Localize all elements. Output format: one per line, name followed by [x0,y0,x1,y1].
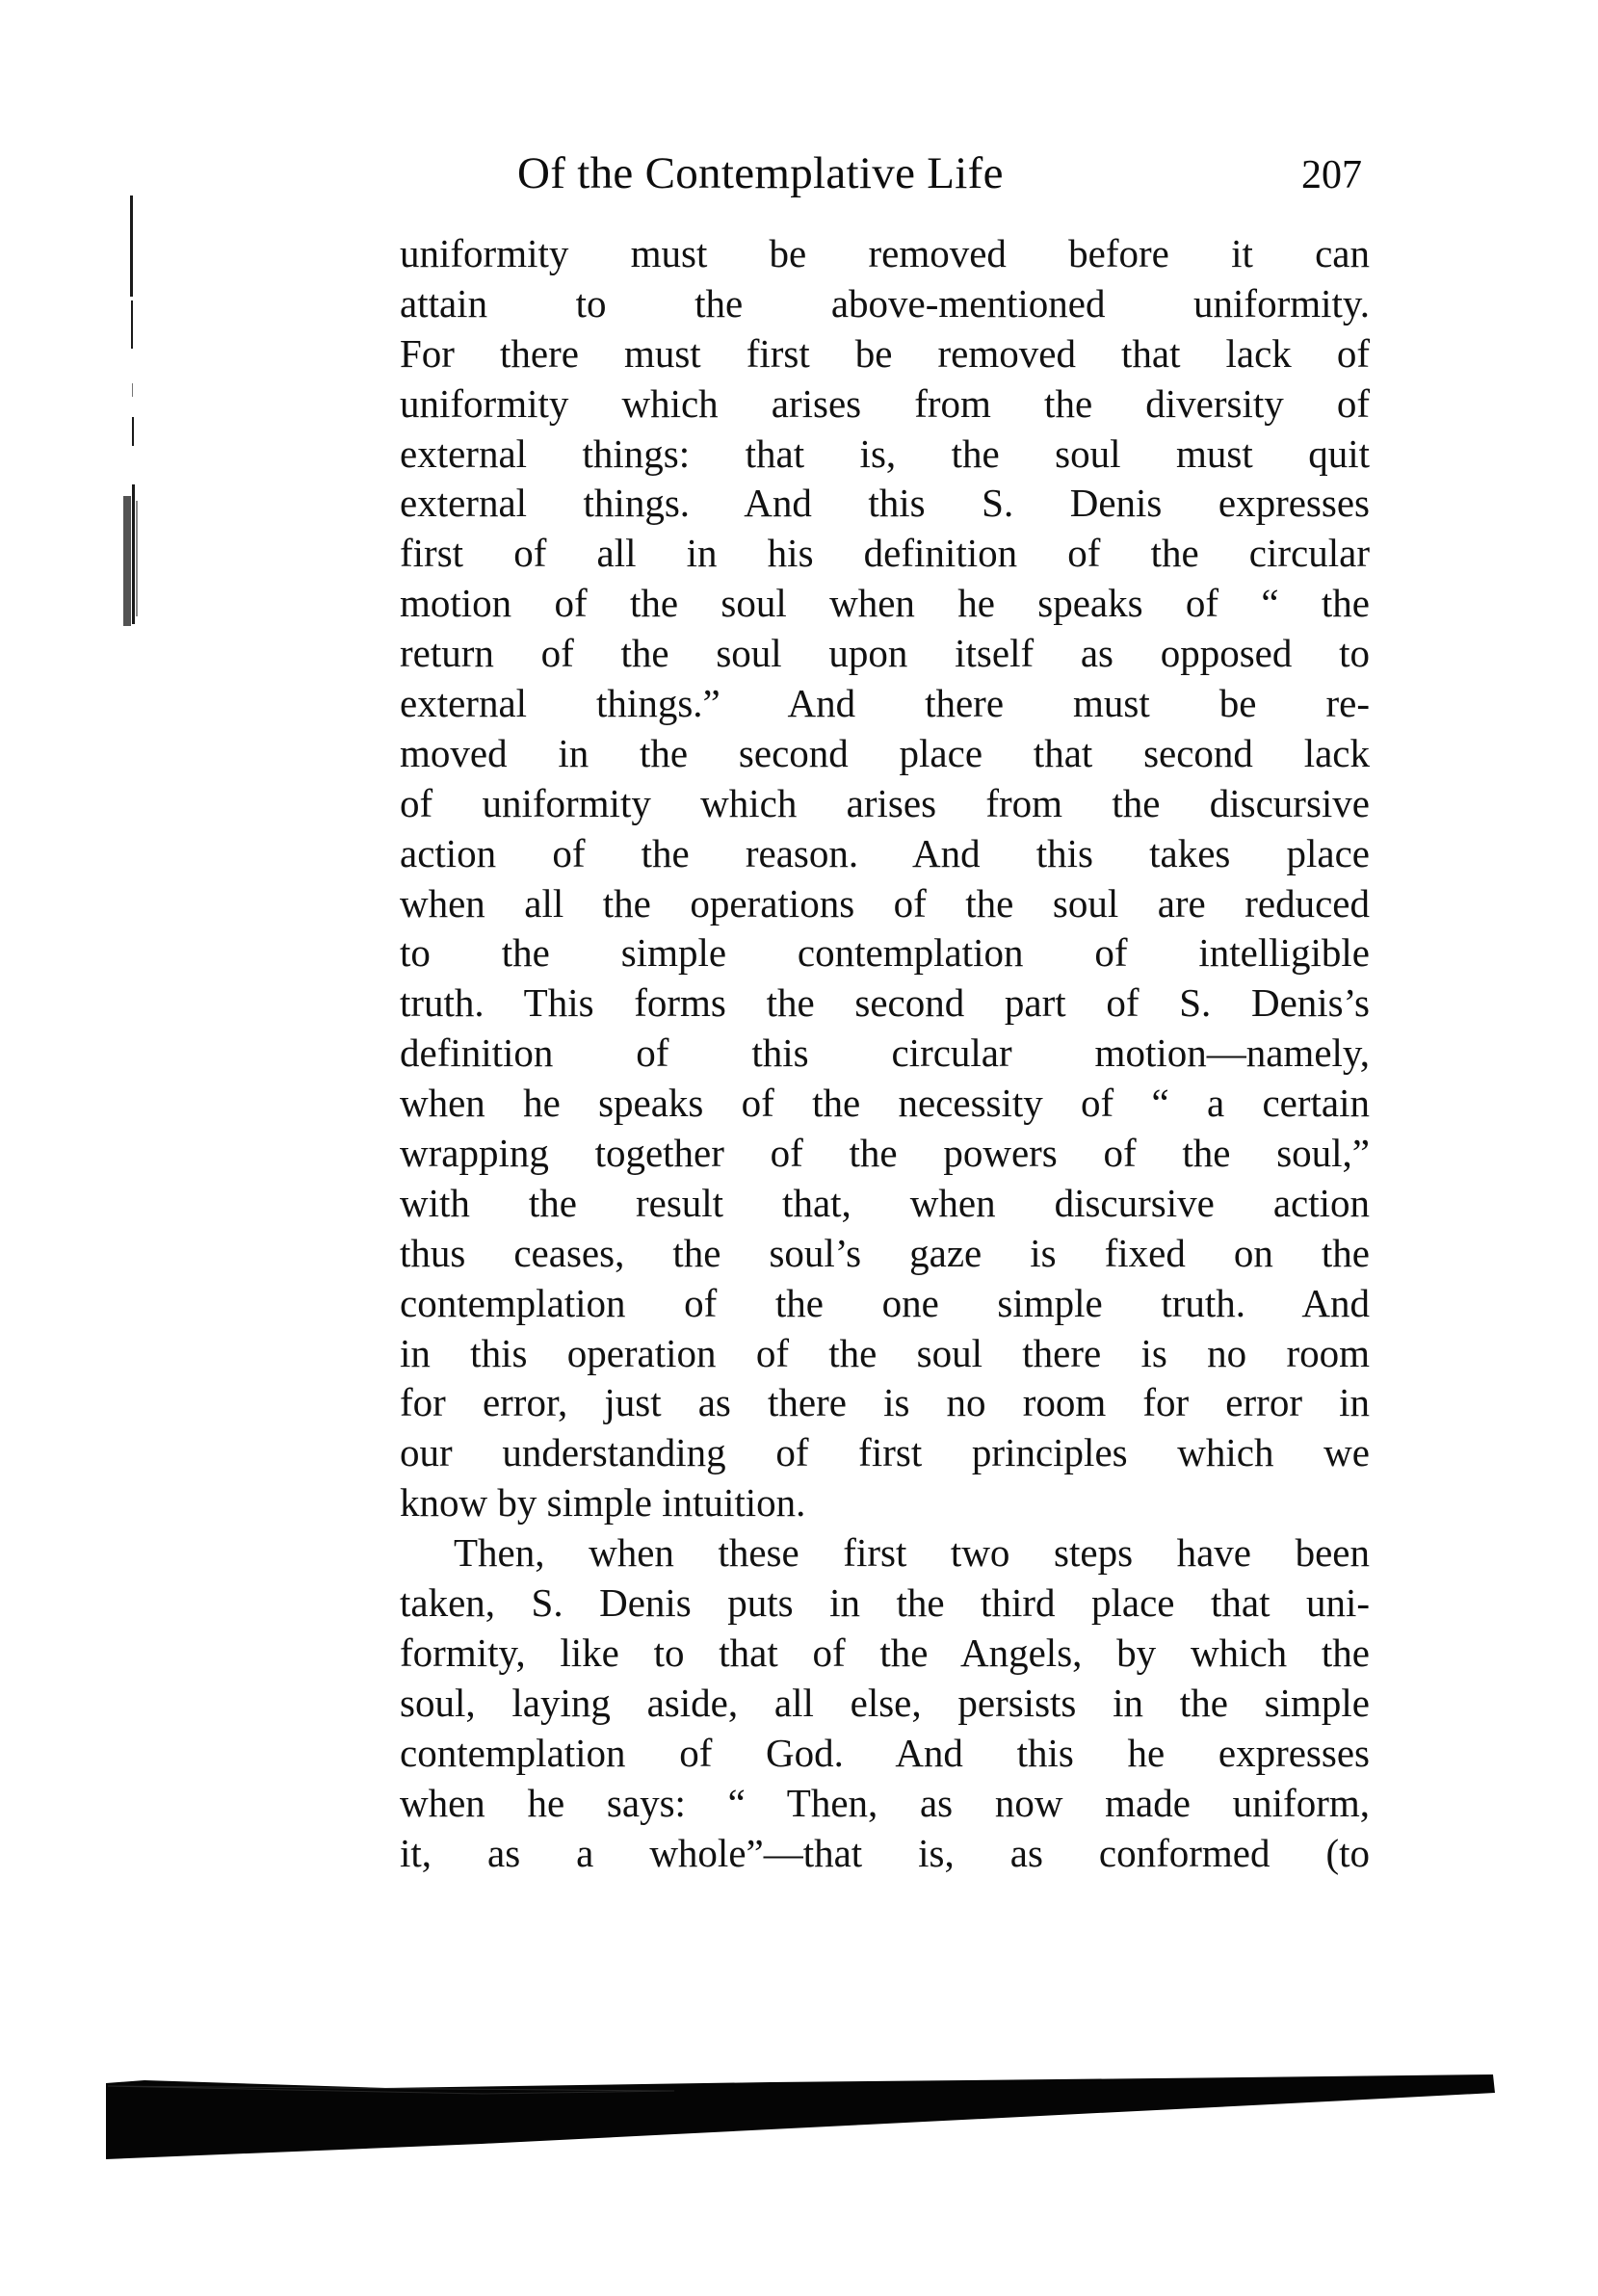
text-line: wrapping together of the powers of the soul,” [400,1131,1370,1176]
text-line: contemplation of God. And this he expresses [400,1730,1370,1775]
paragraph-start-line: Then, when these first two steps have been [454,1530,1370,1576]
paragraph-end-line: know by simple intuition. [400,1480,806,1526]
gutter-scan-mark [132,417,134,446]
gutter-scan-mark [132,484,135,624]
text-line: with the result that, when discursive action [400,1180,1370,1225]
gutter-scan-mark [132,383,133,397]
page-number: 207 [1301,153,1362,197]
gutter-scan-mark [131,300,133,349]
text-line: in this operation of the soul there is no room [400,1330,1370,1375]
text-line: thus ceases, the soul’s gaze is fixed on the [400,1230,1370,1275]
text-line: motion of the soul when he speaks of “ the [400,581,1370,626]
gutter-scan-mark [130,196,133,297]
text-line: it, as a whole”—that is, as conformed (to [400,1830,1370,1875]
text-line: our understanding of first principles which we [400,1430,1370,1475]
text-line: first of all in his definition of the circular [400,531,1370,576]
text-line: formity, like to that of the Angels, by which the [400,1630,1370,1675]
text-line: definition of this circular motion—namely, [400,1031,1370,1076]
gutter-scan-mark [123,496,131,626]
text-line: for error, just as there is no room for error in [400,1380,1370,1425]
text-line: contemplation of the one simple truth. And [400,1280,1370,1325]
body-text [400,229,1370,1878]
text-line: action of the reason. And this takes place [400,830,1370,875]
text-line: uniformity must be removed before it can [400,231,1370,275]
text-line: For there must first be removed that lack of [400,330,1370,376]
text-line: of uniformity which arises from the discursive [400,780,1370,825]
text-line: external things.” And there must be re- [400,681,1370,726]
text-line: external things. And this S. Denis expresses [400,481,1370,526]
running-header [517,144,1362,202]
text-line: moved in the second place that second lack [400,730,1370,775]
text-line: taken, S. Denis puts in the third place that uni- [400,1580,1370,1626]
text-line: when he speaks of the necessity of “ a certain [400,1081,1370,1126]
text-line: soul, laying aside, all else, persists in the simple [400,1680,1370,1725]
text-line: when all the operations of the soul are reduced [400,880,1370,926]
running-title: Of the Contemplative Life [517,148,1004,198]
text-line: uniformity which arises from the diversity of [400,380,1370,426]
text-line: truth. This forms the second part of S. Denis’s [400,980,1370,1026]
text-line: when he says: “ Then, as now made uniform, [400,1780,1370,1825]
text-line: to the simple contemplation of intelligible [400,930,1370,976]
text-line: external things: that is, the soul must quit [400,430,1370,476]
gutter-scan-mark [136,501,138,616]
text-line: attain to the above-mentioned uniformity. [400,280,1370,326]
text-line: return of the soul upon itself as opposed to [400,631,1370,676]
